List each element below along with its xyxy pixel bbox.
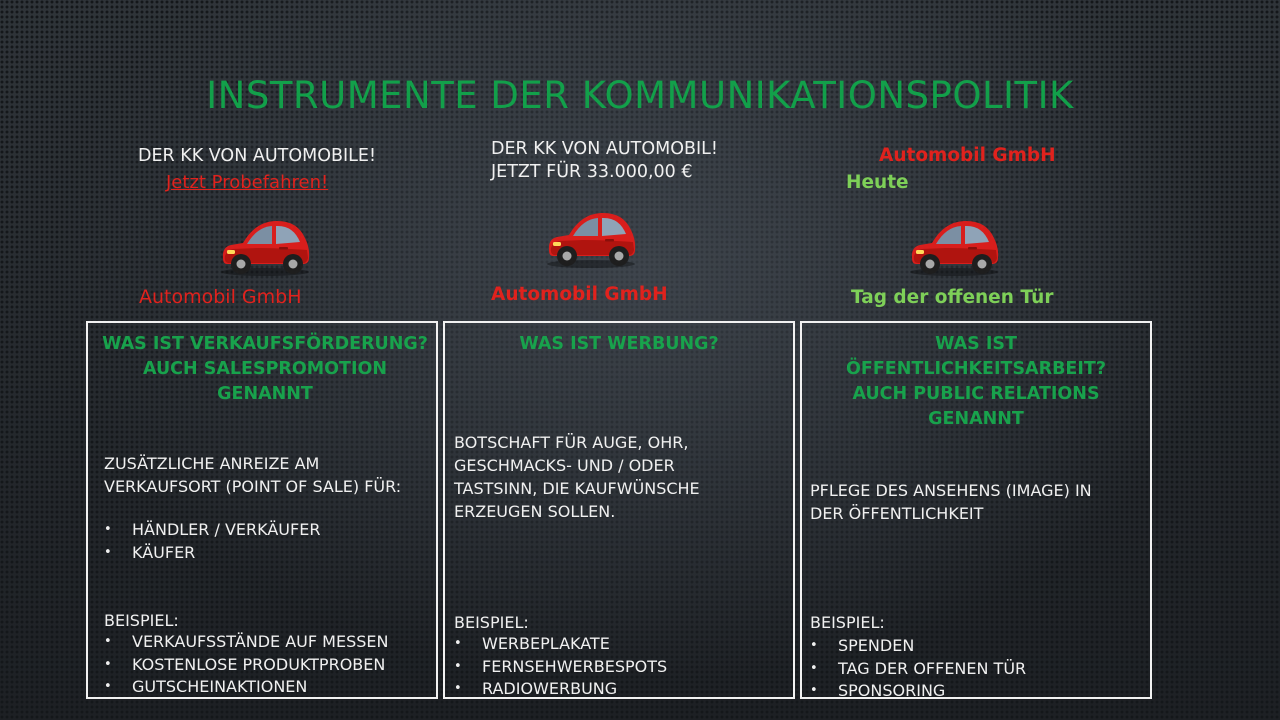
red-car-icon xyxy=(906,214,1002,278)
box-description: PFLEGE DES ANSEHENS (IMAGE) IN DER ÖFFENTLICHKEIT xyxy=(810,481,1092,523)
brand-name-1: Automobil GmbH xyxy=(139,286,302,308)
open-day-event: Tag der offenen Tür xyxy=(851,287,1054,308)
list-item: • WERBEPLAKATE xyxy=(452,633,667,656)
example-label: BEISPIEL: xyxy=(104,611,179,630)
event-day: Heute xyxy=(846,172,909,193)
sales-promotion-box xyxy=(86,321,438,699)
list-item: • GUTSCHEINAKTIONEN xyxy=(102,676,388,699)
example-label: BEISPIEL: xyxy=(454,613,529,632)
ad-headline-1: DER KK VON AUTOMOBILE! xyxy=(138,146,376,166)
box-heading: WAS IST VERKAUFSFÖRDERUNG? AUCH SALESPROMOTION GENANNT xyxy=(102,334,428,404)
list-item: • HÄNDLER / VERKÄUFER xyxy=(102,519,320,542)
brand-name-3: Automobil GmbH xyxy=(879,145,1056,166)
example-list xyxy=(452,633,667,701)
brand-name-2: Automobil GmbH xyxy=(491,284,668,305)
list-item: • TAG DER OFFENEN TÜR xyxy=(808,658,1026,681)
slide-title: INSTRUMENTE DER KOMMUNIKATIONSPOLITIK xyxy=(206,74,1074,117)
red-car-icon xyxy=(543,206,639,270)
target-list xyxy=(102,519,320,564)
ad-price: JETZT FÜR 33.000,00 € xyxy=(491,162,693,182)
list-item: • SPENDEN xyxy=(808,635,1026,658)
box-description: ZUSÄTZLICHE ANREIZE AM VERKAUFSORT (POINT OF SALE) FÜR: xyxy=(104,454,402,496)
list-item: • KOSTENLOSE PRODUKTPROBEN xyxy=(102,654,388,677)
test-drive-link[interactable]: Jetzt Probefahren! xyxy=(166,172,329,193)
example-label: BEISPIEL: xyxy=(810,613,885,632)
example-list xyxy=(808,635,1026,703)
list-item: • RADIOWERBUNG xyxy=(452,678,667,701)
list-item: • SPONSORING xyxy=(808,680,1026,703)
list-item: • KÄUFER xyxy=(102,542,320,565)
box-heading: WAS IST ÖFFENTLICHKEITSARBEIT? AUCH PUBLIC RELATIONS GENANNT xyxy=(846,334,1106,429)
example-list xyxy=(102,631,388,699)
advertising-box xyxy=(443,321,795,699)
public-relations-box xyxy=(800,321,1152,699)
box-heading: WAS IST WERBUNG? xyxy=(519,334,719,354)
ad-headline-2: DER KK VON AUTOMOBIL! xyxy=(491,139,718,159)
list-item: • FERNSEHWERBESPOTS xyxy=(452,656,667,679)
list-item: • VERKAUFSSTÄNDE AUF MESSEN xyxy=(102,631,388,654)
red-car-icon xyxy=(217,214,313,278)
box-description: BOTSCHAFT FÜR AUGE, OHR, GESCHMACKS- UND / ODER TASTSINN, DIE KAUFWÜNSCHE ERZEUGEN SOLLEN. xyxy=(454,433,700,521)
